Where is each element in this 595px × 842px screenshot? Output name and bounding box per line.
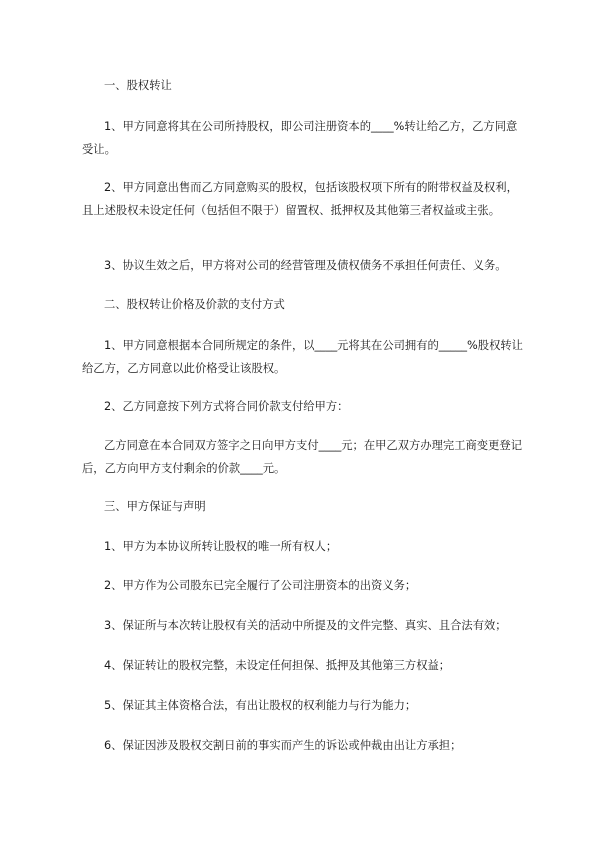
paragraph-1-3: 3、协议生效之后，甲方将对公司的经营管理及债权债务不承担任何责任、义务。 [104, 259, 507, 272]
paragraph-3-6: 6、保证因涉及股权交割日前的事实而产生的诉讼或仲裁由出让方承担； [104, 739, 462, 752]
paragraph-2-2: 2、乙方同意按下列方式将合同价款支付给甲方： [104, 400, 349, 413]
paragraph-3-1: 1、甲方为本协议所转让股权的唯一所有权人； [104, 540, 338, 553]
paragraph-1-2: 2、甲方同意出售而乙方同意购买的股权，包括该股权项下所有的附带权益及权利，且上述股权未设定任何（包括但不限于）留置权、抵押权及其他第三者权益或主张。 [82, 181, 518, 217]
paragraph-3-3: 3、保证所与本次转让股权有关的活动中所提及的文件完整、真实、且合法有效； [104, 619, 507, 632]
paragraph-2-1: 1、甲方同意根据本合同所规定的条件，以____元将其在公司拥有的_____%股权转让给乙方，乙方同意以此价格受让该股权。 [82, 339, 523, 375]
paragraph-3-4: 4、保证转让的股权完整，未设定任何担保、抵押及其他第三方权益； [104, 659, 451, 672]
paragraph-1-1: 1、甲方同意将其在公司所持股权，即公司注册资本的____%转让给乙方，乙方同意受让。 [82, 120, 518, 156]
paragraph-2-3: 乙方同意在本合同双方签字之日向甲方支付____元；在甲乙双方办理完工商变更登记后，乙方向甲方支付剩余的价款____元。 [82, 439, 522, 475]
paragraph-3-2: 2、甲方作为公司股东已完全履行了公司注册资本的出资义务； [104, 579, 417, 592]
section-heading-3: 三、甲方保证与声明 [104, 500, 206, 513]
paragraph-3-5: 5、保证其主体资格合法，有出让股权的权利能力与行为能力； [104, 699, 417, 712]
section-heading-1: 一、股权转让 [104, 79, 172, 92]
section-heading-2: 二、股权转让价格及价款的支付方式 [104, 298, 285, 311]
